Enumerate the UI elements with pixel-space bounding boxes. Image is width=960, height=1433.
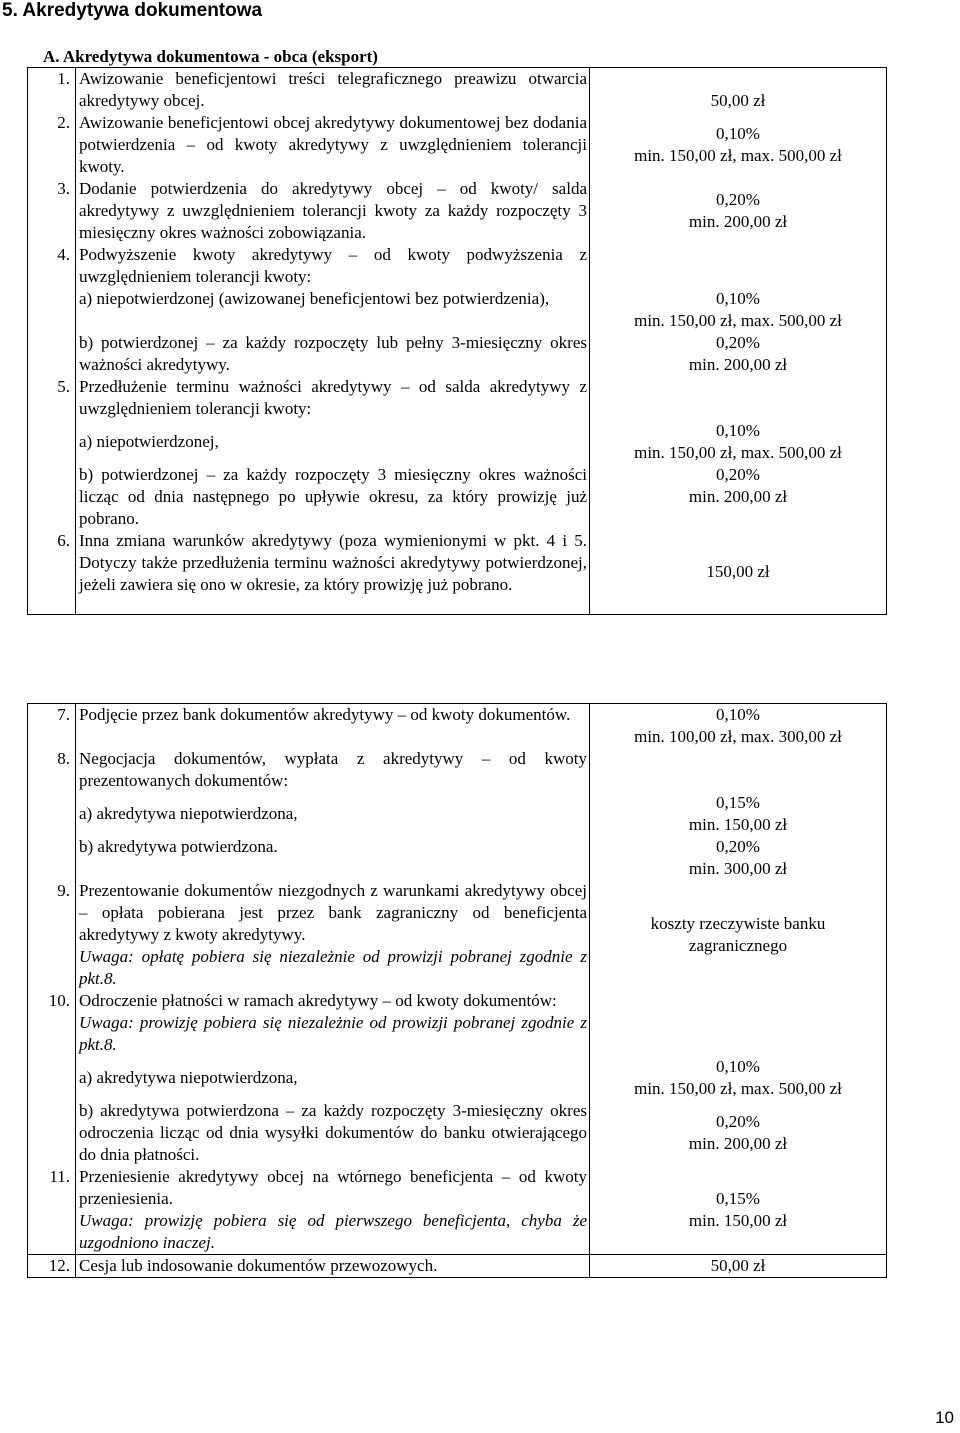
item-description: Awizowanie beneficjentowi treści telegraficznego preawizu otwarcia akredytywy obcej. <box>79 69 587 110</box>
item-number: 8. <box>28 748 76 792</box>
item-fee: 150,00 zł <box>590 530 887 615</box>
sub-item-description: b) potwierdzonej – za każdy rozpoczęty 3 miesięczny okres ważności licząc od dnia następnego po upływie okresu, za który prowizję już pobrano. <box>79 465 587 528</box>
item-description: Podjęcie przez bank dokumentów akredytywy – od kwoty dokumentów. <box>79 705 571 724</box>
table-row <box>28 1255 887 1278</box>
section-title: 5. Akredytywa dokumentowa <box>2 0 263 21</box>
table-row <box>28 990 887 1056</box>
item-number: 4. <box>28 244 76 288</box>
sub-item-description: b) akredytywa potwierdzona. <box>79 837 278 856</box>
table-row <box>28 1100 887 1166</box>
table-row <box>28 704 887 749</box>
item-number: 6. <box>28 530 76 615</box>
item-fee <box>590 244 887 288</box>
sub-item-fee: 0,20% min. 200,00 zł <box>590 1100 887 1166</box>
table-row <box>28 178 887 244</box>
sub-item-fee: 0,10% min. 150,00 zł, max. 500,00 zł <box>590 1056 887 1100</box>
table-row <box>28 1056 887 1100</box>
item-number: 5. <box>28 376 76 420</box>
item-description: Dodanie potwierdzenia do akredytywy obcej – od kwoty/ salda akredytywy z uwzględnieniem tolerancji kwoty za każdy rozpoczęty 3 miesięczny okres ważności zobowiązania. <box>79 179 587 242</box>
sub-item-fee: 0,20% min. 200,00 zł <box>590 464 887 530</box>
sub-item-description: b) potwierdzonej – za każdy rozpoczęty lub pełny 3-miesięczny okres ważności akredytywy. <box>79 333 587 374</box>
item-description: Przedłużenie terminu ważności akredytywy – od salda akredytywy z uwzględnieniem tolerancji kwoty: <box>79 377 587 418</box>
item-description: Cesja lub indosowanie dokumentów przewozowych. <box>76 1255 590 1278</box>
item-number: 12. <box>28 1255 76 1278</box>
sub-item-fee: 0,15% min. 150,00 zł <box>590 792 887 836</box>
table-row <box>28 420 887 464</box>
item-description: Negocjacja dokumentów, wypłata z akredytywy – od kwoty prezentowanych dokumentów: <box>79 749 587 790</box>
item-description: Inna zmiana warunków akredytywy (poza wymienionymi w pkt. 4 i 5. Dotyczy także przedłużenia terminu ważności akredytywy potwierdzonej, jeżeli zawiera się ono w okresie, za który prowizję już pobrano. <box>79 531 587 594</box>
table-row <box>28 792 887 836</box>
item-number: 11. <box>28 1166 76 1255</box>
item-fee: 0,20% min. 200,00 zł <box>590 178 887 244</box>
item-fee: 0,10% min. 150,00 zł, max. 500,00 zł <box>590 112 887 178</box>
table-row <box>28 332 887 376</box>
sub-item-description: a) akredytywa niepotwierdzona, <box>79 1068 298 1087</box>
sub-item-description: a) akredytywa niepotwierdzona, <box>79 804 298 823</box>
fee-table-part-2 <box>27 703 887 1278</box>
item-number: 3. <box>28 178 76 244</box>
item-fee: 50,00 zł <box>590 1255 887 1278</box>
item-number: 7. <box>28 704 76 749</box>
table-row <box>28 748 887 792</box>
sub-item-fee: 0,20% min. 200,00 zł <box>590 332 887 376</box>
item-number: 2. <box>28 112 76 178</box>
table-row <box>28 288 887 332</box>
table-row <box>28 836 887 880</box>
item-fee <box>590 376 887 420</box>
sub-item-fee: 0,10% min. 150,00 zł, max. 500,00 zł <box>590 420 887 464</box>
item-fee <box>590 990 887 1056</box>
sub-item-description: a) niepotwierdzonej, <box>79 432 219 451</box>
sub-item-description: b) akredytywa potwierdzona – za każdy rozpoczęty 3-miesięczny okres odroczenia licząc od dnia wysyłki dokumentów do banku otwierającego do dnia płatności. <box>79 1101 587 1164</box>
item-number: 1. <box>28 68 76 113</box>
item-number: 9. <box>28 880 76 990</box>
sub-item-fee: 0,10% min. 150,00 zł, max. 500,00 zł <box>590 288 887 332</box>
table-row <box>28 880 887 990</box>
table-row <box>28 1166 887 1255</box>
item-fee: koszty rzeczywiste banku zagranicznego <box>590 880 887 990</box>
item-description: Prezentowanie dokumentów niezgodnych z warunkami akredytywy obcej – opłata pobierana jest przez bank zagraniczny od beneficjenta akredytywy z kwoty akredytywy. Uwaga: opłatę pobiera się niezależnie od prowizji pobranej zgodnie z pkt.8. <box>79 881 587 988</box>
sub-item-description: a) niepotwierdzonej (awizowanej beneficjentowi bez potwierdzenia), <box>79 289 550 308</box>
item-description: Awizowanie beneficjentowi obcej akredytywy dokumentowej bez dodania potwierdzenia – od kwoty akredytywy z uwzględnieniem tolerancji kwoty. <box>79 113 587 176</box>
item-description: Odroczenie płatności w ramach akredytywy – od kwoty dokumentów: Uwaga: prowizję pobiera się niezależnie od prowizji pobranej zgodnie z pkt.8. <box>79 991 587 1054</box>
table-row <box>28 68 887 113</box>
table-row <box>28 376 887 420</box>
item-description: Przeniesienie akredytywy obcej na wtórnego beneficjenta – od kwoty przeniesienia. Uwaga: prowizję pobiera się od pierwszego beneficjenta, chyba że uzgodniono inaczej. <box>79 1167 587 1252</box>
item-fee: 0,15% min. 150,00 zł <box>590 1166 887 1255</box>
item-fee: 50,00 zł <box>590 68 887 113</box>
item-note: Uwaga: opłatę pobiera się niezależnie od prowizji pobranej zgodnie z pkt.8. <box>79 947 587 988</box>
fee-table-part-1 <box>27 67 887 615</box>
item-note: Uwaga: prowizję pobiera się niezależnie od prowizji pobranej zgodnie z pkt.8. <box>79 1013 587 1054</box>
sub-item-fee: 0,20% min. 300,00 zł <box>590 836 887 880</box>
subsection-title: A. Akredytywa dokumentowa - obca (eksport) <box>43 47 378 66</box>
table-row <box>28 530 887 615</box>
table-row <box>28 464 887 530</box>
item-note: Uwaga: prowizję pobiera się od pierwszego beneficjenta, chyba że uzgodniono inaczej. <box>79 1211 587 1252</box>
item-description: Podwyższenie kwoty akredytywy – od kwoty podwyższenia z uwzględnieniem tolerancji kwoty: <box>79 245 587 286</box>
item-number: 10. <box>28 990 76 1056</box>
item-fee: 0,10% min. 100,00 zł, max. 300,00 zł <box>590 704 887 749</box>
page-number: 10 <box>935 1408 954 1427</box>
item-fee <box>590 748 887 792</box>
table-row <box>28 112 887 178</box>
table-row <box>28 244 887 288</box>
